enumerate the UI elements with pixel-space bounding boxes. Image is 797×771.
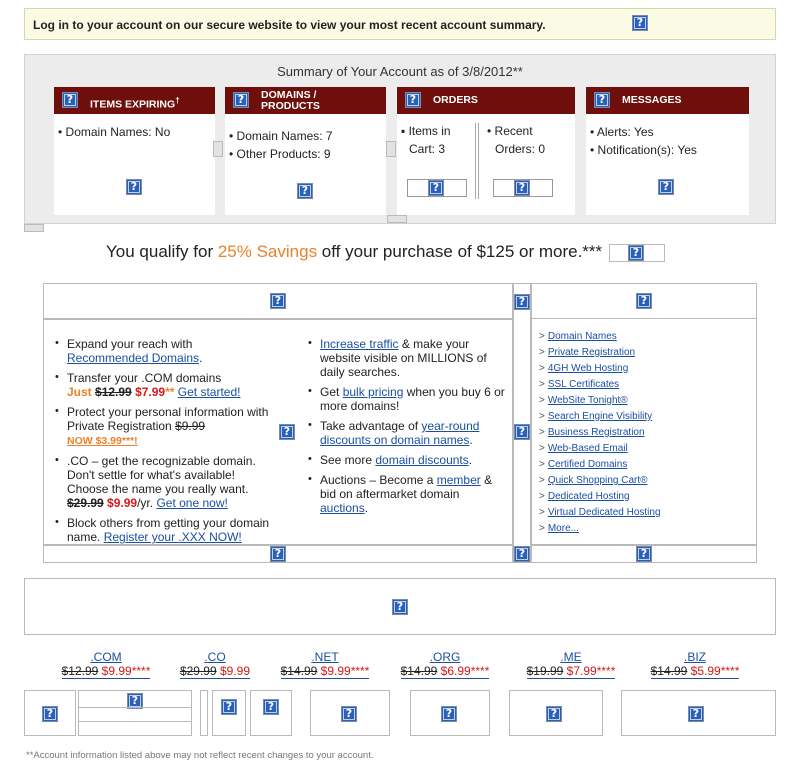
offer-xxx-domain: • Block others from getting your domain name. Register your .XXX NOW!	[55, 516, 275, 544]
login-banner	[24, 8, 776, 40]
product-link-item: > 4GH Web Hosting	[539, 363, 629, 374]
card-body	[590, 123, 697, 159]
promo-box[interactable]	[509, 690, 603, 736]
product-link[interactable]: 4GH Web Hosting	[547, 363, 629, 374]
scroll-handle[interactable]	[213, 141, 223, 157]
card-header	[225, 87, 386, 114]
missing-image-icon[interactable]: ?	[279, 424, 295, 440]
promo-box[interactable]	[78, 690, 192, 736]
missing-image-icon[interactable]: ?	[127, 693, 143, 709]
missing-image-icon[interactable]: ?	[632, 15, 648, 31]
stat-alerts: • Alerts: Yes	[590, 125, 654, 139]
product-link-item: > Private Registration	[539, 347, 636, 358]
auctions-link[interactable]: auctions	[320, 501, 365, 515]
missing-image-icon[interactable]: ?	[428, 180, 444, 196]
missing-image-icon[interactable]: ?	[658, 179, 674, 195]
promo-box[interactable]	[24, 690, 76, 736]
offers-list-left	[55, 337, 275, 550]
missing-image-icon[interactable]: ?	[263, 699, 279, 715]
missing-image-icon[interactable]: ?	[297, 183, 313, 199]
domain-price-org[interactable]: .ORG $14.99 $6.99****	[400, 650, 490, 678]
product-link[interactable]: Quick Shopping Cart®	[547, 475, 648, 486]
bulk-pricing-link[interactable]: bulk pricing	[342, 385, 404, 399]
scroll-handle[interactable]	[386, 141, 396, 157]
missing-image-icon[interactable]: ?	[688, 706, 704, 722]
missing-image-icon[interactable]: ?	[594, 92, 610, 108]
summary-title: Summary of Your Account as of 3/8/2012**	[277, 64, 523, 79]
register-xxx-link[interactable]: Register your .XXX NOW!	[103, 530, 242, 544]
offer-domain-discounts: • See more domain discounts.	[308, 453, 508, 467]
promo-box[interactable]	[621, 690, 776, 736]
missing-image-icon[interactable]: ?	[636, 546, 652, 562]
offer-private-registration: • Protect your personal information with Private Registration $9.99 NOW $3.99***!	[55, 405, 275, 448]
footnote: **Account information listed above may not reflect recent changes to your account.	[26, 750, 374, 761]
column-divider	[475, 123, 479, 199]
promo-box	[200, 690, 208, 736]
offers-list-middle	[308, 337, 508, 521]
product-link-item: > Web-Based Email	[539, 443, 628, 454]
card-items-expiring	[54, 87, 215, 215]
offer-year-round-discounts: • Take advantage of year-round discounts on domain names.	[308, 419, 508, 447]
domain-price-net[interactable]: .NET $14.99 $9.99****	[280, 650, 370, 678]
card-title: DOMAINS / PRODUCTS	[261, 89, 320, 112]
missing-image-icon[interactable]: ?	[62, 92, 78, 108]
card-header	[54, 87, 215, 114]
member-link[interactable]: member	[436, 473, 481, 487]
card-header	[586, 87, 749, 114]
product-link[interactable]: Web-Based Email	[547, 443, 628, 454]
missing-image-icon[interactable]: ?	[233, 92, 249, 108]
offer-bulk-pricing: • Get bulk pricing when you buy 6 or more domains!	[308, 385, 508, 413]
year-round-discounts-link[interactable]: year-round discounts on domain names	[320, 419, 480, 447]
card-domains-products	[225, 87, 386, 215]
product-link-item: > Search Engine Visibility	[539, 411, 653, 422]
view-orders-button[interactable]	[493, 179, 553, 197]
offer-transfer-com: • Transfer your .COM domains Just $12.99 $7.99** Get started!	[55, 371, 275, 399]
missing-image-icon[interactable]: ?	[392, 599, 408, 615]
banner-text: Log in to your account on our secure website to view your most recent account summary.	[33, 18, 546, 32]
right-header-banner	[531, 283, 757, 319]
domain-price-biz[interactable]: .BIZ $14.99 $5.99****	[650, 650, 740, 678]
missing-image-icon[interactable]: ?	[341, 706, 357, 722]
domain-price-me[interactable]: .ME $19.99 $7.99****	[526, 650, 616, 678]
product-link-item: > Certified Domains	[539, 459, 628, 470]
offers-section	[43, 283, 757, 563]
missing-image-icon[interactable]: ?	[270, 293, 286, 309]
get-one-now-link[interactable]: Get one now!	[156, 496, 228, 510]
scroll-handle[interactable]	[387, 215, 407, 223]
card-title: ORDERS	[433, 94, 478, 106]
get-started-link[interactable]: Get started!	[177, 385, 241, 399]
offer-increase-traffic: • Increase traffic & make your website visible on MILLIONS of daily searches.	[308, 337, 508, 379]
missing-image-icon[interactable]: ?	[546, 706, 562, 722]
missing-image-icon[interactable]: ?	[405, 92, 421, 108]
missing-image-icon[interactable]: ?	[514, 180, 530, 196]
increase-traffic-link[interactable]: Increase traffic	[320, 337, 399, 351]
product-link[interactable]: Certified Domains	[547, 459, 628, 470]
stat-other-products: • Other Products: 9	[229, 147, 331, 161]
missing-image-icon[interactable]: ?	[441, 706, 457, 722]
missing-image-icon[interactable]: ?	[514, 546, 530, 562]
domain-price-co[interactable]: .CO $29.99 $9.99	[179, 650, 251, 678]
card-orders	[397, 87, 575, 215]
right-footer-banner	[531, 545, 757, 563]
card-title: ITEMS EXPIRING†	[90, 96, 180, 111]
card-messages	[586, 87, 749, 215]
missing-image-icon[interactable]: ?	[514, 294, 530, 310]
product-link[interactable]: Virtual Dedicated Hosting	[547, 507, 661, 518]
missing-image-icon[interactable]: ?	[221, 699, 237, 715]
card-body	[229, 127, 333, 163]
missing-image-icon[interactable]: ?	[514, 424, 530, 440]
missing-image-icon[interactable]: ?	[42, 706, 58, 722]
cart-stat: ▪ Items in Cart: 3	[401, 124, 451, 156]
scroll-column	[513, 283, 531, 563]
offer-auctions: • Auctions – Become a member & bid on aftermarket domain auctions.	[308, 473, 508, 515]
product-link[interactable]: Search Engine Visibility	[547, 411, 653, 422]
offers-header-banner	[43, 283, 513, 319]
product-link-item: > Dedicated Hosting	[539, 491, 630, 502]
promo-box[interactable]	[410, 690, 490, 736]
product-link-item: > Virtual Dedicated Hosting	[539, 507, 661, 518]
product-link-item: > Quick Shopping Cart®	[539, 475, 648, 486]
stat-domain-names: • Domain Names: 7	[229, 129, 333, 143]
savings-image-box	[609, 244, 665, 262]
product-link-item: > More...	[539, 523, 579, 534]
domain-price-com[interactable]: .COM $12.99 $9.99****	[61, 650, 151, 678]
private-registration-now-link[interactable]: NOW $3.99***!	[67, 435, 138, 447]
product-link-item: > Business Registration	[539, 427, 645, 438]
recommended-domains-link[interactable]: Recommended Domains	[67, 351, 200, 365]
scroll-handle[interactable]	[24, 224, 44, 232]
offer-recommended-domains: • Expand your reach with Recommended Domains.	[55, 337, 275, 365]
product-link-item: > WebSite Tonight®	[539, 395, 628, 406]
recent-orders-stat: • Recent Orders: 0	[487, 124, 546, 156]
more-products-link[interactable]: More...	[547, 523, 579, 534]
card-body	[58, 123, 170, 141]
domain-discounts-link[interactable]: domain discounts	[375, 453, 469, 467]
stat-domain-names: • Domain Names: No	[58, 125, 171, 139]
missing-image-icon[interactable]: ?	[628, 245, 644, 261]
stat-notifications: • Notification(s): Yes	[590, 143, 697, 157]
promo-box[interactable]	[250, 690, 292, 736]
product-link[interactable]: WebSite Tonight®	[547, 395, 628, 406]
missing-image-icon[interactable]: ?	[636, 293, 652, 309]
missing-image-icon[interactable]: ?	[126, 179, 142, 195]
product-link[interactable]: Dedicated Hosting	[547, 491, 630, 502]
missing-image-icon[interactable]: ?	[270, 546, 286, 562]
product-links-list	[539, 329, 661, 537]
card-title: MESSAGES	[622, 94, 682, 106]
view-cart-button[interactable]	[407, 179, 467, 197]
product-link-item: > Domain Names	[539, 331, 617, 342]
account-summary-panel	[24, 54, 776, 224]
promo-box[interactable]	[212, 690, 246, 736]
promo-box[interactable]	[310, 690, 390, 736]
product-link[interactable]: Private Registration	[547, 347, 636, 358]
offer-co-domain: • .CO – get the recognizable domain. Don't settle for what's available! Choose the name you really want. $29.99 $9.99/yr. Get one now!	[55, 454, 275, 510]
product-link[interactable]: Domain Names	[547, 331, 617, 342]
product-link[interactable]: SSL Certificates	[547, 379, 620, 390]
card-header	[397, 87, 575, 114]
savings-message: You qualify for 25% Savings off your purchase of $125 or more.*** ?	[106, 242, 665, 262]
product-link-item: > SSL Certificates	[539, 379, 620, 390]
product-link[interactable]: Business Registration	[547, 427, 645, 438]
ad-banner[interactable]	[24, 578, 776, 635]
